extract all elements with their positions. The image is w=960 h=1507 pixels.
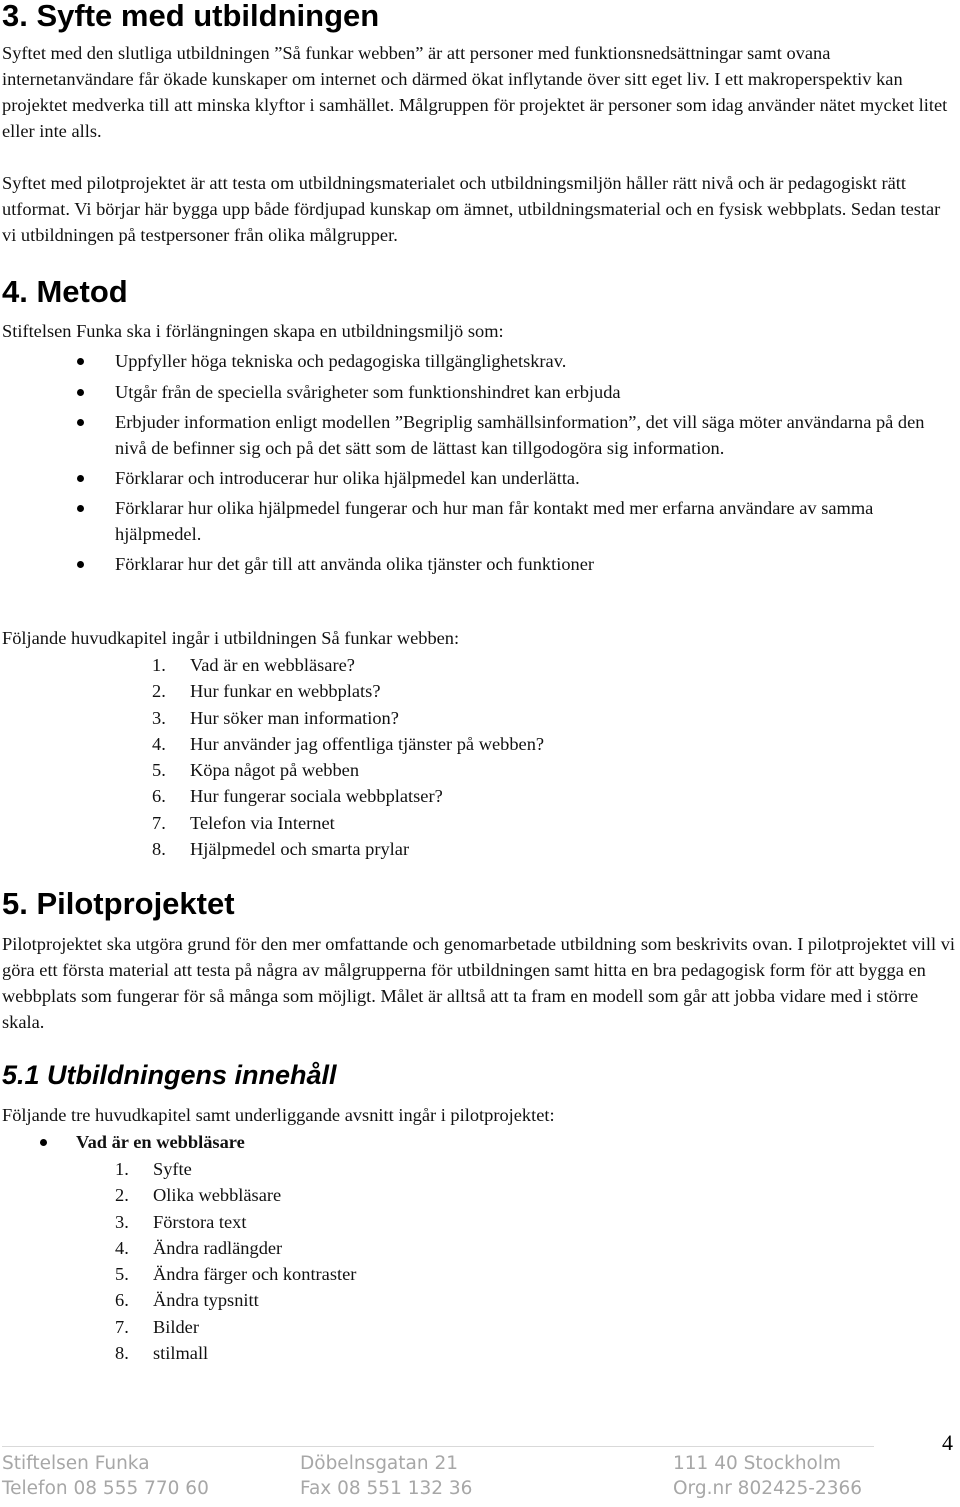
list-item	[0, 348, 955, 374]
list-item-text: Telefon via Internet	[190, 812, 335, 833]
list-item	[115, 1156, 356, 1182]
footer-phone: Telefon 08 555 770 60	[2, 1478, 209, 1499]
list-item	[115, 1340, 356, 1366]
list-item-text: Hur använder jag offentliga tjänster på webben?	[190, 733, 545, 754]
paragraph-syfte-2: Syftet med pilotprojektet är att testa om utbildningsmaterialet och utbildningsmiljön håller rätt nivå och är pedagogiskt rätt utformat. Vi börjar här bygga upp både fördjupad kunskap om ämnet, utbildningsmaterial och en fysisk webbplats. Sedan testar vi utbildningen på testpersoner från olika målgrupper.	[2, 173, 941, 245]
list-item-text: Hur fungerar sociala webbplatser?	[190, 786, 443, 807]
list-item-text: Köpa något på webben	[190, 760, 360, 781]
metod-bullet-list	[0, 348, 955, 577]
paragraph-pilotprojektet: Pilotprojektet ska utgöra grund för den mer omfattande och genomarbetade utbildning som beskrivits ovan. I pilotprojektet vill vi göra ett första material att testa på några av målgrupperna för utbildningen samt hitta en bra pedagogisk form för att bygga en webbplats som fungerar för så många som möjligt. Målet är alltså att ta fram en modell som går att jobba vidare med i större skala.	[2, 934, 956, 1032]
list-item-text: Förstora text	[153, 1211, 247, 1232]
list-item	[152, 731, 544, 757]
bullet-icon	[77, 389, 84, 396]
list-number: 8.	[152, 839, 166, 860]
list-number: 5.	[115, 1264, 129, 1285]
list-item	[115, 1209, 356, 1235]
heading-syfte: 3. Syfte med utbildningen	[2, 0, 380, 33]
bullet-icon	[40, 1139, 47, 1146]
chapter-list	[152, 652, 544, 862]
list-item	[0, 551, 955, 577]
list-item-text: Ändra typsnitt	[153, 1290, 259, 1311]
list-number: 2.	[115, 1185, 129, 1206]
list-item-text: Hur funkar en webbplats?	[190, 681, 381, 702]
list-item	[115, 1182, 356, 1208]
bullet-icon	[77, 505, 84, 512]
heading-metod: 4. Metod	[2, 274, 128, 309]
footer-city: 111 40 Stockholm	[673, 1453, 842, 1474]
footer-org: Stiftelsen Funka	[2, 1453, 150, 1474]
list-number: 6.	[152, 786, 166, 807]
list-item	[0, 409, 955, 461]
footer-fax: Fax 08 551 132 36	[300, 1478, 473, 1499]
page-number: 4	[942, 1430, 953, 1455]
footer-divider	[2, 1446, 874, 1447]
list-item-text: stilmall	[153, 1343, 209, 1364]
list-item	[152, 652, 544, 678]
list-item-text: Förklarar hur olika hjälpmedel fungerar och hur man får kontakt med mer erfarna användare av samma hjälpmedel.	[115, 498, 874, 544]
section-list	[115, 1156, 356, 1366]
list-item	[152, 705, 544, 731]
list-number: 7.	[152, 812, 166, 833]
list-item-text: Erbjuder information enligt modellen ”Begriplig samhällsinformation”, det vill säga möter användarna på den nivå de befinner sig och på det sätt som de lättast kan tillgodogöra sig information.	[115, 412, 925, 458]
heading-utbildningens-innehall: 5.1 Utbildningens innehåll	[2, 1060, 337, 1090]
paragraph-syfte-1: Syftet med den slutliga utbildningen ”Så funkar webben” är att personer med funktionsnedsättningar samt ovana internetanvändare får ökade kunskaper om internet och därmed ökat inflytande över sitt eget liv. I ett makroperspektiv kan projektet medverka till att minska klyftor i samhället. Målgruppen för projektet är personer som idag använder nätet mycket litet eller inte alls.	[2, 43, 948, 141]
list-number: 8.	[115, 1343, 129, 1364]
list-item	[152, 757, 544, 783]
list-number: 2.	[152, 681, 166, 702]
list-item	[115, 1314, 356, 1340]
list-item-text: Ändra färger och kontraster	[153, 1264, 357, 1285]
list-number: 7.	[115, 1316, 129, 1337]
heading-pilotprojektet: 5. Pilotprojektet	[2, 886, 235, 921]
list-number: 1.	[115, 1159, 129, 1179]
footer-street: Döbelnsgatan 21	[300, 1453, 459, 1474]
list-item-text: Hur söker man information?	[190, 707, 399, 728]
list-item-text: Förklarar hur det går till att använda olika tjänster och funktioner	[115, 554, 595, 574]
list-number: 3.	[152, 707, 166, 728]
bullet-icon	[77, 561, 84, 568]
list-item-text: Förklarar och introducerar hur olika hjälpmedel kan underlätta.	[115, 468, 580, 488]
list-item	[115, 1261, 356, 1287]
bullet-icon	[77, 358, 84, 365]
list-item-text: Utgår från de speciella svårigheter som funktionshindret kan erbjuda	[115, 382, 621, 402]
list-number: 3.	[115, 1211, 129, 1232]
list-item	[152, 783, 544, 809]
paragraph-innehall-intro: Följande tre huvudkapitel samt underliggande avsnitt ingår i pilotprojektet:	[2, 1105, 555, 1125]
list-item	[0, 379, 955, 405]
list-item	[152, 836, 544, 862]
list-item-text: Bilder	[153, 1316, 199, 1337]
list-item-text: Hjälpmedel och smarta prylar	[190, 839, 410, 860]
list-item	[0, 495, 955, 547]
list-item-text: Vad är en webbläsare?	[190, 655, 355, 675]
list-item	[115, 1235, 356, 1261]
list-number: 5.	[152, 760, 166, 781]
list-item-text: Ändra radlängder	[153, 1237, 283, 1258]
list-item	[115, 1287, 356, 1313]
list-number: 1.	[152, 655, 166, 675]
list-item	[0, 465, 955, 491]
list-number: 4.	[152, 733, 166, 754]
footer-orgnr: Org.nr 802425-2366	[673, 1478, 863, 1499]
bullet-icon	[77, 475, 84, 482]
list-item-text: Olika webbläsare	[153, 1185, 282, 1206]
list-item	[152, 810, 544, 836]
list-item	[152, 678, 544, 704]
bullet-icon	[77, 419, 84, 426]
list-item-text: Syfte	[153, 1159, 192, 1179]
paragraph-metod-intro: Stiftelsen Funka ska i förlängningen skapa en utbildningsmiljö som:	[2, 321, 504, 341]
list-item-text: Uppfyller höga tekniska och pedagogiska tillgänglighetskrav.	[115, 351, 567, 371]
list-number: 4.	[115, 1237, 129, 1258]
list-number: 6.	[115, 1290, 129, 1311]
paragraph-chapters-intro: Följande huvudkapitel ingår i utbildningen Så funkar webben:	[2, 628, 460, 648]
chapter-title: Vad är en webbläsare	[76, 1132, 245, 1152]
